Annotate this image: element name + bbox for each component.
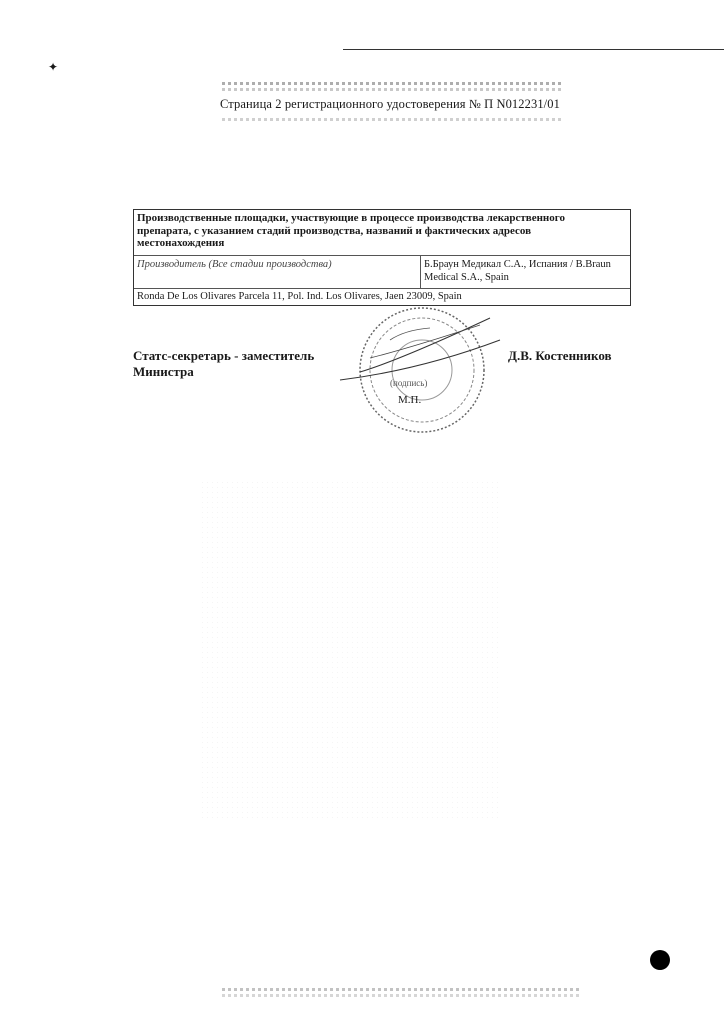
scan-noise bbox=[200, 480, 500, 820]
punch-hole-mark bbox=[650, 950, 670, 970]
manufacturer-role-label: Производитель (Все стадии производства) bbox=[137, 259, 332, 270]
header-scan-band bbox=[222, 82, 562, 85]
signatory-title: Статс-секретарь - заместитель Министра bbox=[133, 348, 315, 379]
signature-label: (подпись) bbox=[390, 378, 428, 388]
page-header: Страница 2 регистрационного удостоверения № П N012231/01 bbox=[220, 97, 560, 111]
table-heading: Производственные площадки, участвующие в процессе производства лекарственного препарата, с указанием стадий производства, названий и фактических адресов местонахождения bbox=[137, 212, 565, 249]
manufacturer-address: Ronda De Los Olivares Parcela 11, Pol. Ind. Los Olivares, Jaen 23009, Spain bbox=[137, 291, 462, 302]
seal-label: М.П. bbox=[398, 394, 422, 406]
top-rule-line bbox=[343, 49, 724, 50]
table-divider bbox=[134, 255, 630, 256]
official-seal-stamp bbox=[330, 300, 510, 450]
footer-scan-band bbox=[222, 988, 582, 991]
manufacturer-name: Б.Браун Медикал С.А., Испания / B.Braun Medical S.A., Spain bbox=[424, 259, 611, 283]
signatory-name: Д.В. Костенников bbox=[508, 348, 612, 363]
footer-scan-band-2 bbox=[222, 994, 582, 997]
table-divider bbox=[134, 288, 630, 289]
table-column-divider bbox=[420, 255, 421, 288]
manufacturing-sites-table bbox=[133, 209, 631, 306]
header-scan-band-2 bbox=[222, 88, 562, 91]
header-underline-band bbox=[222, 118, 562, 121]
corner-mark: ✦ bbox=[48, 60, 59, 74]
